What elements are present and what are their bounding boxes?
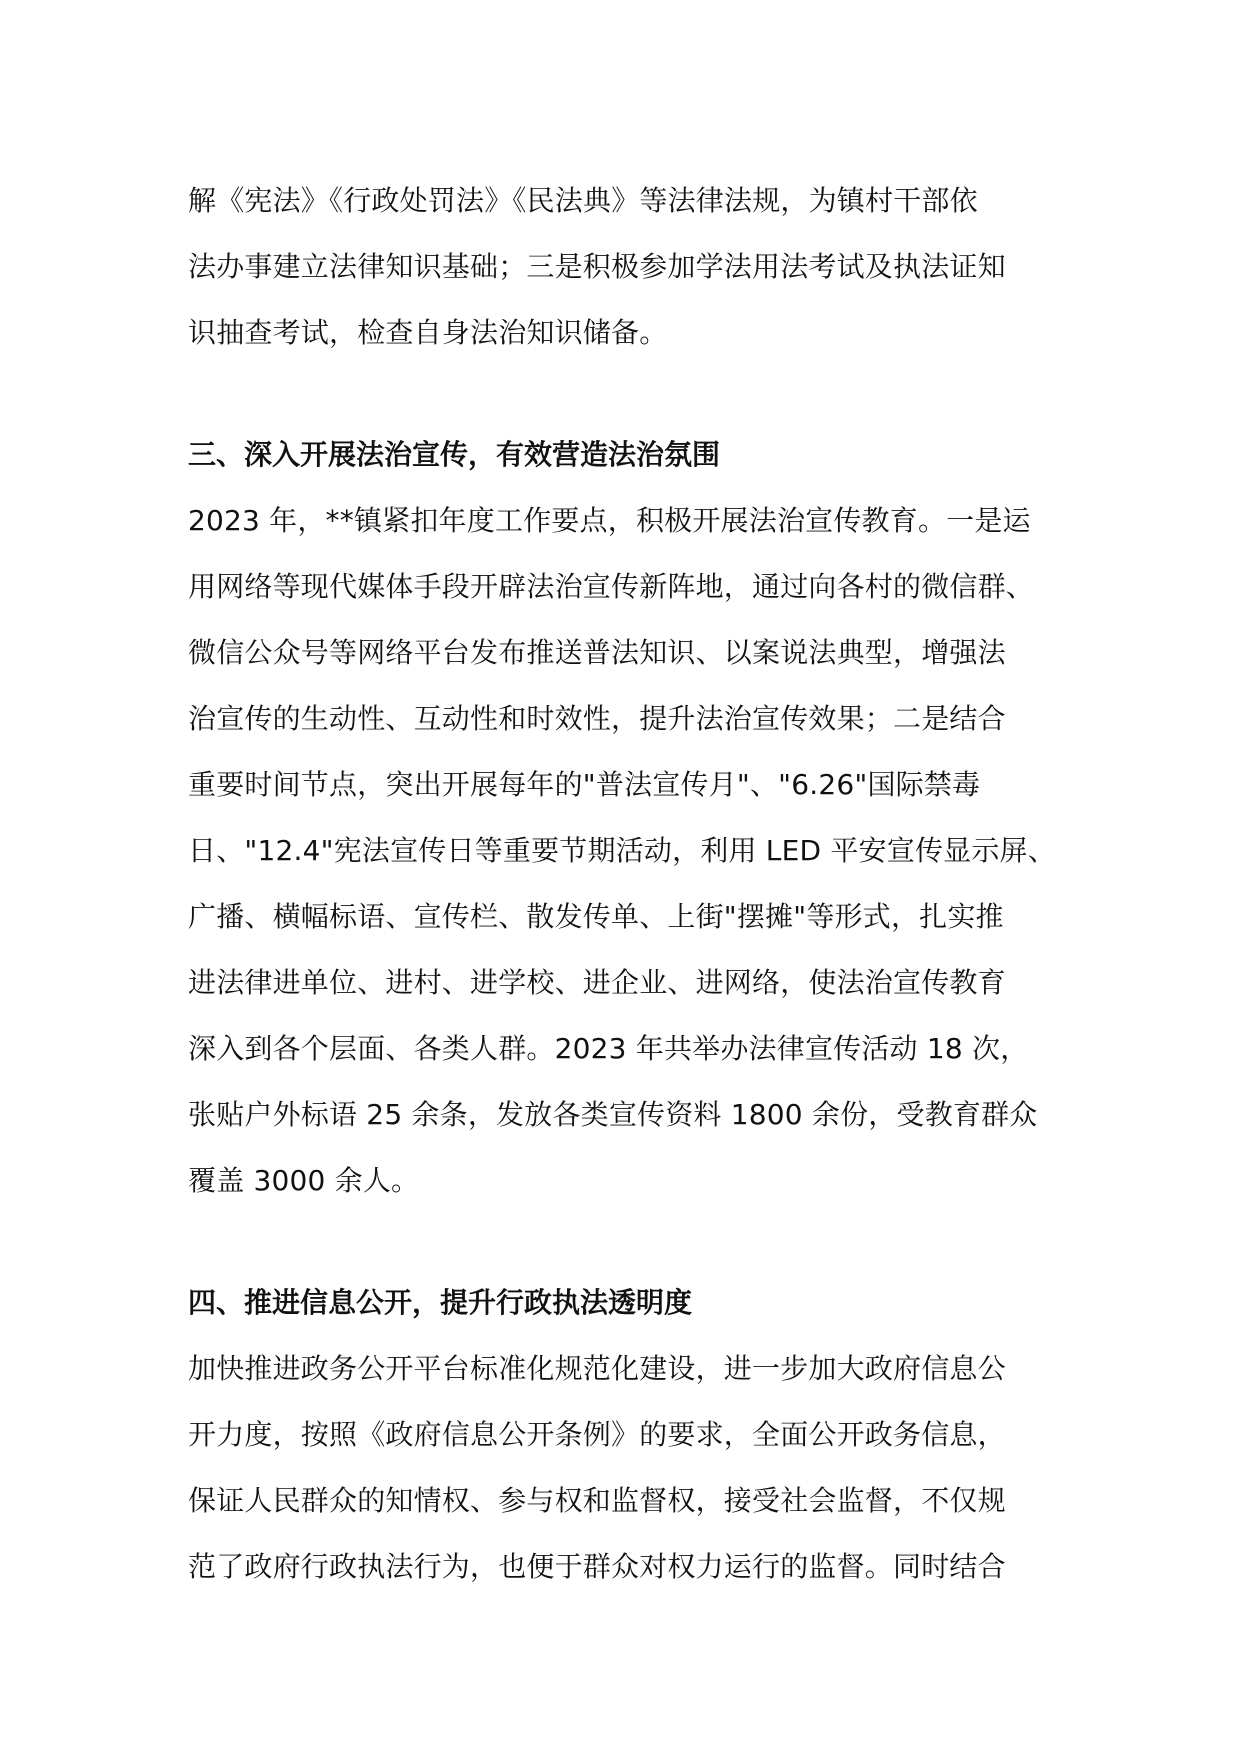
paragraph-line: 进法律进单位、进村、进学校、进企业、进网络，使法治宣传教育: [188, 966, 1006, 999]
paragraph-line: 法办事建立法律知识基础；三是积极参加学法用法考试及执法证知: [188, 250, 1006, 283]
paragraph-line: 解《宪法》《行政处罚法》《民法典》等法律法规，为镇村干部依: [188, 184, 978, 217]
intro-paragraph: [188, 168, 1068, 366]
paragraph-line: 2023 年，**镇紧扣年度工作要点，积极开展法治宣传教育。一是运: [188, 504, 1031, 537]
paragraph-line: 开力度，按照《政府信息公开条例》的要求，全面公开政务信息，: [188, 1418, 1006, 1451]
paragraph-line: 覆盖 3000 余人。: [188, 1164, 420, 1197]
paragraph-line: 保证人民群众的知情权、参与权和监督权，接受社会监督，不仅规: [188, 1484, 1006, 1517]
paragraph-line: 重要时间节点，突出开展每年的"普法宣传月"、"6.26"国际禁毒: [188, 768, 981, 801]
paragraph-line: 日、"12.4"宪法宣传日等重要节期活动，利用 LED 平安宣传显示屏、: [188, 834, 1056, 867]
paragraph-line: 识抽查考试，检查自身法治知识储备。: [188, 316, 668, 349]
paragraph-line: 深入到各个层面、各类人群。2023 年共举办法律宣传活动 18 次，: [188, 1032, 1029, 1065]
paragraph-line: 用网络等现代媒体手段开辟法治宣传新阵地，通过向各村的微信群、: [188, 570, 1035, 603]
paragraph-line: 范了政府行政执法行为，也便于群众对权力运行的监督。同时结合: [188, 1550, 1006, 1583]
section-4: [188, 1270, 1068, 1600]
paragraph-line: 加快推进政务公开平台标准化规范化建设，进一步加大政府信息公: [188, 1352, 1006, 1385]
paragraph-line: 张贴户外标语 25 余条，发放各类宣传资料 1800 余份，受教育群众: [188, 1098, 1038, 1131]
section-3: [188, 422, 1068, 1214]
section-heading: 四、推进信息公开，提升行政执法透明度: [188, 1286, 693, 1319]
paragraph-line: 微信公众号等网络平台发布推送普法知识、以案说法典型，增强法: [188, 636, 1006, 669]
document-body: [188, 168, 1068, 1600]
section-heading: 三、深入开展法治宣传，有效营造法治氛围: [188, 438, 721, 471]
paragraph-line: 广播、横幅标语、宣传栏、散发传单、上街"摆摊"等形式，扎实推: [188, 900, 1004, 933]
paragraph-line: 治宣传的生动性、互动性和时效性，提升法治宣传效果；二是结合: [188, 702, 1006, 735]
